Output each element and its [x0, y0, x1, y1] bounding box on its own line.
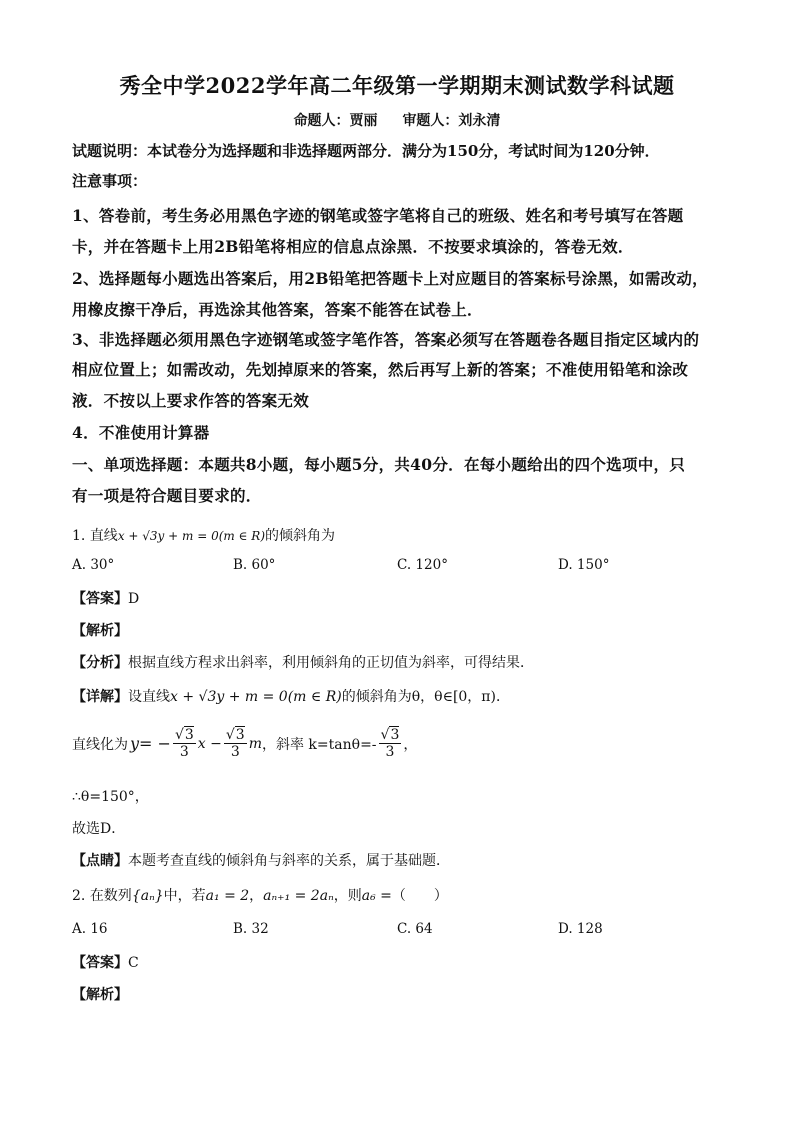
q1-fraction-3-denominator: 3: [385, 744, 395, 761]
q1-option-b: B. 60°: [233, 557, 276, 573]
question-2-target: a₆ =: [361, 888, 392, 904]
notice-item-1-line-1: 1、答卷前，考生务必用黑色字迹的钢笔或签字笔将自己的班级、姓名和考号填写在答题: [72, 206, 684, 225]
q1-fraction-2: $\frac{√3}{3}$: [225, 727, 245, 761]
q1-xiangjie-post: 的倾斜角为θ，θ∈[0，π)．: [341, 689, 510, 705]
q1-xiangjie: [72, 686, 510, 706]
question-1-stem: [72, 525, 335, 545]
exam-title: 秀全中学2022学年高二年级第一学期期末测试数学科试题: [119, 73, 675, 98]
q2-analysis-tag: 【解析】: [72, 987, 128, 1003]
q1-line-form: [72, 727, 417, 760]
question-2-blank: （ ）: [391, 888, 448, 904]
q1-dianjing: [72, 850, 450, 870]
q1-analysis-tag: 【解析】: [72, 623, 128, 639]
q1-fenxi-text: 根据直线方程求出斜率，利用倾斜角的正切值为斜率，可得结果．: [128, 655, 534, 671]
q1-therefore: ∴θ=150°，: [72, 789, 149, 805]
question-2-condition-1: a₁ = 2: [205, 888, 250, 904]
q1-xiangjie-pre: 设直线: [128, 689, 170, 705]
question-2-text-mid3: ，则: [333, 888, 362, 904]
question-2-stem: [72, 885, 448, 905]
q1-option-d: D. 150°: [558, 557, 610, 573]
notice-item-4: 4．不准使用计算器: [72, 423, 210, 442]
q1-answer: [72, 588, 139, 608]
q2-answer: [72, 952, 139, 972]
q1-xiangjie-tag: 【详解】: [72, 689, 128, 705]
q1-fraction-1-radicand: 3: [184, 727, 194, 743]
q1-option-a: A. 30°: [72, 557, 115, 573]
q1-x-minus: x −: [197, 735, 222, 752]
question-1-prefix: 直线: [89, 528, 118, 544]
question-reviewer: 审题人：刘永清: [402, 113, 501, 129]
authors-line: [0, 110, 794, 130]
section1-heading-line-2: 有一项是符合题目要求的．: [72, 486, 262, 505]
notice-item-2-line-2: 用橡皮擦干净后，再选涂其他答案，答案不能答在试卷上．: [72, 300, 483, 319]
notice-heading: 注意事项：: [72, 172, 148, 190]
q1-m-var: m: [248, 735, 262, 752]
q2-option-c: C. 64: [397, 921, 433, 937]
q1-dianjing-text: 本题考查直线的倾斜角与斜率的关系，属于基础题．: [128, 853, 450, 869]
q2-answer-tag: 【答案】: [72, 955, 128, 971]
q2-answer-value: C: [128, 955, 139, 971]
section1-heading-line-1: 一、单项选择题：本题共8小题，每小题5分，共40分．在每小题给出的四个选项中，只: [72, 455, 686, 474]
q1-line-form-pre: 直线化为: [72, 736, 128, 753]
q2-option-a: A. 16: [72, 921, 108, 937]
q1-fenxi-tag: 【分析】: [72, 655, 128, 671]
notice-item-3-line-2: 相应位置上；如需改动，先划掉原来的答案，然后再写上新的答案；不准使用铅笔和涂改: [72, 360, 689, 379]
question-1-equation: x + √3y + m = 0(m ∈ R): [117, 529, 265, 543]
q1-fraction-3: $\frac{√3}{3}$: [380, 727, 400, 761]
q1-fenxi: [72, 652, 534, 672]
question-2-text-mid1: 中，若: [163, 888, 206, 904]
q1-fraction-1: $\frac{√3}{3}$: [174, 727, 194, 761]
notice-item-1-line-2: 卡，并在答题卡上用2B铅笔将相应的信息点涂黑．不按要求填涂的，答卷无效．: [72, 237, 634, 256]
notice-item-3-line-1: 3、非选择题必须用黑色字迹钢笔或签字笔作答，答案必须写在答题卷各题目指定区域内的: [72, 330, 700, 349]
notice-item-3-line-3: 液．不按以上要求作答的答案无效: [72, 391, 310, 410]
question-2-text-pre: 在数列: [89, 888, 132, 904]
q1-option-c: C. 120°: [397, 557, 448, 573]
q1-y-equals: y= −: [130, 734, 171, 754]
q1-answer-tag: 【答案】: [72, 591, 128, 607]
q1-answer-value: D: [128, 591, 140, 607]
q1-slope-text: ，斜率 k=tanθ=-: [261, 736, 377, 753]
q1-line-form-comma: ，: [403, 736, 418, 753]
q1-fraction-1-denominator: 3: [179, 744, 189, 761]
q1-xiangjie-equation: x + √3y + m = 0(m ∈ R): [170, 689, 342, 705]
q1-choose: 故选D．: [72, 821, 126, 837]
instructions-intro: 试题说明：本试卷分为选择题和非选择题两部分．满分为150分，考试时间为120分钟．: [72, 142, 660, 160]
question-2-number: 2.: [72, 888, 86, 904]
question-2-condition-2: aₙ₊₁ = 2aₙ: [263, 888, 334, 904]
question-2-sequence: {aₙ}: [131, 888, 164, 904]
question-2-text-mid2: ，: [249, 888, 264, 904]
q1-fraction-3-radicand: 3: [390, 727, 400, 743]
question-1-number: 1.: [72, 528, 86, 544]
q1-fraction-2-radicand: 3: [235, 727, 245, 743]
q1-fraction-2-denominator: 3: [230, 744, 240, 761]
q2-option-b: B. 32: [233, 921, 269, 937]
notice-item-2-line-1: 2、选择题每小题选出答案后，用2B铅笔把答题卡上对应题目的答案标号涂黑，如需改动，: [72, 269, 708, 288]
q1-dianjing-tag: 【点睛】: [72, 853, 128, 869]
question-setter: 命题人：贾丽: [293, 113, 378, 129]
question-1-suffix: 的倾斜角为: [265, 528, 335, 544]
q2-option-d: D. 128: [558, 921, 603, 937]
